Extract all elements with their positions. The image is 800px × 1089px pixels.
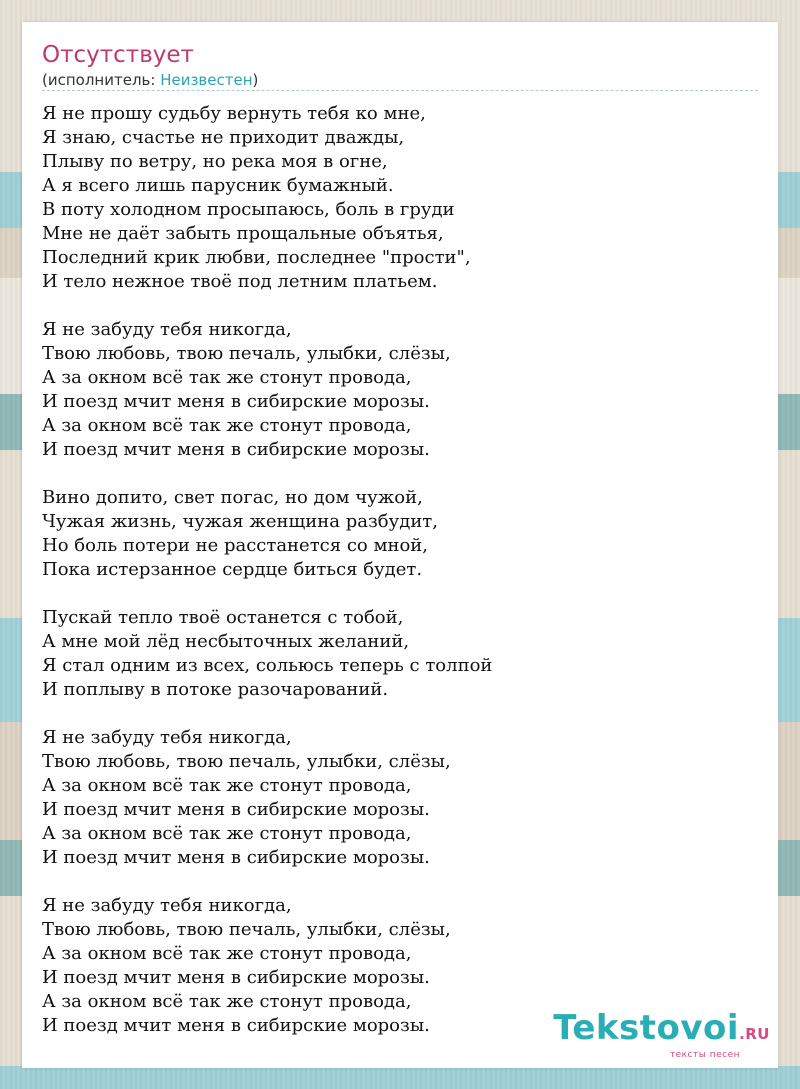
lyric-line: Я не забуду тебя никогда,	[42, 895, 292, 916]
lyric-line: Но боль потери не расстанется со мной,	[42, 535, 429, 556]
lyric-line: И поезд мчит меня в сибирские морозы.	[42, 1015, 430, 1036]
lyric-line: И поезд мчит меня в сибирские морозы.	[42, 799, 430, 820]
title-divider	[42, 90, 758, 91]
lyric-line: А за окном всё так же стонут провода,	[42, 415, 412, 436]
lyric-line: Я не забуду тебя никогда,	[42, 319, 292, 340]
performer-prefix: (исполнитель:	[42, 71, 161, 89]
lyric-line: А за окном всё так же стонут провода,	[42, 943, 412, 964]
lyric-line: А за окном всё так же стонут провода,	[42, 367, 412, 388]
lyric-line: А за окном всё так же стонут провода,	[42, 775, 412, 796]
lyric-line: Пускай тепло твоё останется с тобой,	[42, 607, 404, 628]
lyric-line: Твою любовь, твою печаль, улыбки, слёзы,	[42, 343, 451, 364]
lyric-line: Чужая жизнь, чужая женщина разбудит,	[42, 511, 438, 532]
lyric-line: И тело нежное твоё под летним платьем.	[42, 271, 438, 292]
lyric-line: Я не прошу судьбу вернуть тебя ко мне,	[42, 103, 426, 124]
lyric-line: И поплыву в потоке разочарований.	[42, 679, 389, 700]
lyric-line: А мне мой лёд несбыточных желаний,	[42, 631, 410, 652]
lyric-line: И поезд мчит меня в сибирские морозы.	[42, 391, 430, 412]
verse	[42, 726, 492, 870]
verse	[42, 606, 492, 702]
lyric-line: А за окном всё так же стонут провода,	[42, 823, 412, 844]
performer-suffix: )	[252, 71, 259, 89]
artist-link[interactable]: Неизвестен	[160, 71, 253, 89]
lyric-line: В поту холодном просыпаюсь, боль в груди	[42, 199, 455, 220]
lyric-line: И поезд мчит меня в сибирские морозы.	[42, 847, 430, 868]
lyrics-card	[22, 22, 778, 1068]
performer-line	[42, 71, 258, 89]
lyric-line: Пока истерзанное сердце биться будет.	[42, 559, 423, 580]
lyric-line: Плыву по ветру, но река моя в огне,	[42, 151, 388, 172]
logo-tagline: тексты песен	[669, 1050, 740, 1060]
verse	[42, 102, 492, 294]
logo-name: Tekstovoi	[553, 1008, 740, 1048]
lyric-line: И поезд мчит меня в сибирские морозы.	[42, 439, 430, 460]
lyric-line: Я знаю, счастье не приходит дважды,	[42, 127, 405, 148]
site-logo[interactable]	[553, 1010, 770, 1060]
lyric-line: Твою любовь, твою печаль, улыбки, слёзы,	[42, 751, 451, 772]
verse	[42, 894, 492, 1038]
verse	[42, 318, 492, 462]
lyric-line: Последний крик любви, последнее "прости",	[42, 247, 471, 268]
logo-tld: .RU	[739, 1025, 770, 1043]
lyric-line: Я стал одним из всех, сольюсь теперь с толпой	[42, 655, 493, 676]
lyrics-body	[42, 102, 492, 1062]
song-title: Отсутствует	[42, 42, 194, 68]
lyric-line: А за окном всё так же стонут провода,	[42, 991, 412, 1012]
lyric-line: А я всего лишь парусник бумажный.	[42, 175, 394, 196]
lyric-line: Мне не даёт забыть прощальные объятья,	[42, 223, 444, 244]
verse	[42, 486, 492, 582]
lyric-line: Вино допито, свет погас, но дом чужой,	[42, 487, 423, 508]
lyric-line: Я не забуду тебя никогда,	[42, 727, 292, 748]
lyric-line: Твою любовь, твою печаль, улыбки, слёзы,	[42, 919, 451, 940]
lyric-line: И поезд мчит меня в сибирские морозы.	[42, 967, 430, 988]
